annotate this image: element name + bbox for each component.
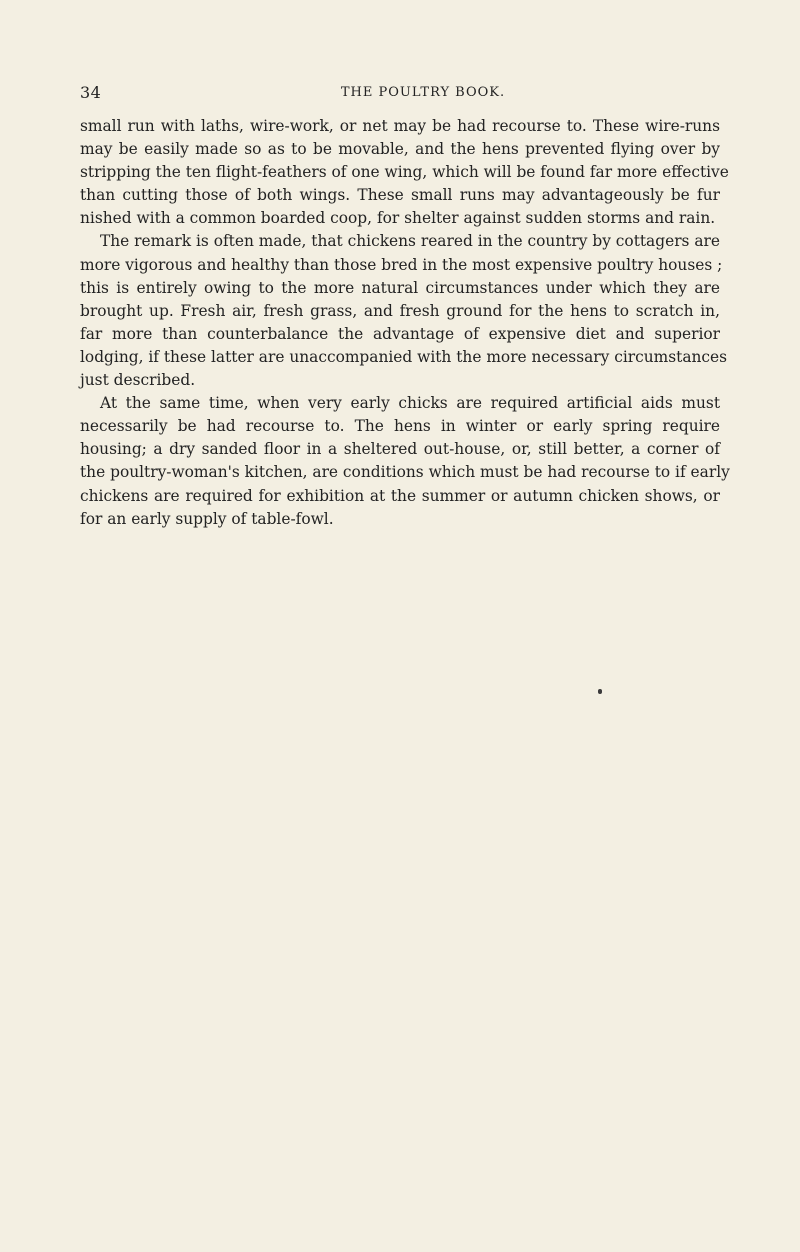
text-line: more vigorous and healthy than those bred in the most expensive poultry houses ; <box>80 255 723 274</box>
text-line: small run with laths, wire-work, or net may be had recourse to. These wire-runs <box>80 117 720 135</box>
text-line: The remark is often made, that chickens reared in the country by cottagers are <box>100 232 720 251</box>
text-line: nished with a common boarded coop, for shelter against sudden storms and rain. <box>80 209 716 228</box>
text-line: this is entirely owing to the more natural circumstances under which they are <box>80 278 720 297</box>
text-line: stripping the ten flight-feathers of one wing, which will be found far more effective <box>80 163 729 182</box>
text-line: for an early supply of table-fowl. <box>80 509 334 528</box>
ink-speck <box>598 689 602 694</box>
text-line: At the same time, when very early chicks are required artificial aids must <box>100 394 720 413</box>
text-line: just described. <box>80 371 196 390</box>
text-line: far more than counterbalance the advantage of expensive diet and superior <box>80 324 720 343</box>
body-text <box>80 115 730 531</box>
text-line: chickens are required for exhibition at the summer or autumn chicken shows, or <box>80 486 720 505</box>
paragraph <box>80 115 729 230</box>
text-line: necessarily be had recourse to. The hens in winter or early spring require <box>80 417 720 436</box>
paragraph <box>80 392 730 531</box>
text-line: brought up. Fresh air, fresh grass, and fresh ground for the hens to scratch in, <box>80 301 720 320</box>
running-title: THE POULTRY BOOK. <box>340 85 506 100</box>
text-line: lodging, if these latter are unaccompanied with the more necessary circumstances <box>80 347 728 366</box>
text-line: the poultry-woman's kitchen, are conditions which must be had recourse to if early <box>80 463 730 482</box>
text-line: may be easily made so as to be movable, and the hens prevented flying over by <box>80 140 720 159</box>
page-number: 34 <box>80 83 102 102</box>
text-line: than cutting those of both wings. These small runs may advantageously be fur <box>80 186 720 205</box>
page-header <box>80 83 720 105</box>
text-line: housing; a dry sanded floor in a sheltered out-house, or, still better, a corner of <box>80 440 720 459</box>
paragraph <box>80 230 728 392</box>
